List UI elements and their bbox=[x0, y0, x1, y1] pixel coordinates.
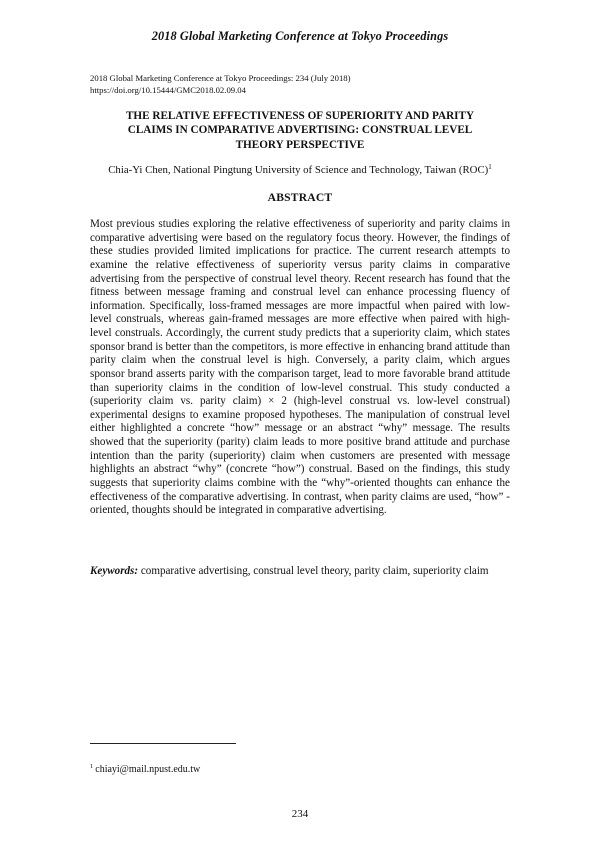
doi-line: https://doi.org/10.15444/GMC2018.02.09.04 bbox=[90, 85, 246, 95]
footnote-email: chiayi@mail.npust.edu.tw bbox=[95, 764, 201, 775]
keywords-label: Keywords: bbox=[90, 565, 139, 577]
footnote bbox=[90, 764, 390, 775]
citation-block bbox=[90, 72, 510, 96]
author-line bbox=[60, 164, 540, 176]
paper-title bbox=[90, 109, 510, 152]
keywords-text: comparative advertising, construal level theory, parity claim, superiority claim bbox=[138, 565, 489, 577]
running-header: 2018 Global Marketing Conference at Tokyo Proceedings bbox=[151, 29, 449, 43]
abstract-body: Most previous studies exploring the relative effectiveness of superiority and parity claims in comparative advertising were based on the regulatory focus theory. However, the findings of these studies provided limited implications for practice. The current research attempts to examine the relative effectiveness of superiority versus parity claims in comparative advertising from the perspective of construal level theory. Recent research has found that the fitness between message framing and construal level can enhance processing fluency of information. Specifically, loss-framed messages are more impactful when paired with low-level construals, whereas gain-framed messages are more effective when paired with high-level construals. Accordingly, the current study predicts that a superiority claim, which states sponsor brand is better than the competitors, is more effective in enhancing brand attitude than parity claim when the construal level is high. Conversely, a parity claim, which argues sponsor brand asserts parity with the comparison target, lead to more favorable brand attitude than superiority claims in the condition of low-level construal. This study conducted a (superiority claim vs. parity claim) × 2 (high-level construal vs. low-level construal) experimental designs to examine proposed hypotheses. The manipulation of construal level either highlighted a concrete “how” message or an abstract “why” message. The results showed that the superiority (parity) claim leads to more positive brand attitude and purchase intention than the parity (superiority) claim when customers are presented with message highlights an abstract “why” (concrete “how”) construal. Based on the findings, this study suggests that superiority claims combine with the “why”-oriented thoughts can enhance the effectiveness of the comparative advertising. In contrast, when parity claims are used, “how” -oriented, thoughts should be integrated in comparative advertising. bbox=[90, 218, 510, 517]
author-affiliation: Chia-Yi Chen, National Pingtung University of Science and Technology, Taiwan (ROC) bbox=[108, 164, 489, 176]
title-line-2: CLAIMS IN COMPARATIVE ADVERTISING: CONSTRUAL LEVEL bbox=[127, 124, 473, 137]
citation-line: 2018 Global Marketing Conference at Tokyo Proceedings: 234 (July 2018) bbox=[90, 73, 351, 83]
keywords bbox=[90, 565, 510, 579]
title-line-1: THE RELATIVE EFFECTIVENESS OF SUPERIORITY AND PARITY bbox=[125, 110, 475, 122]
page-number: 234 bbox=[291, 808, 309, 820]
footnote-divider bbox=[90, 743, 236, 744]
footnote-mark: 1 bbox=[90, 763, 94, 770]
abstract-heading: ABSTRACT bbox=[267, 191, 333, 204]
author-footnote-mark: 1 bbox=[488, 163, 492, 171]
title-line-3: THEORY PERSPECTIVE bbox=[235, 138, 365, 151]
